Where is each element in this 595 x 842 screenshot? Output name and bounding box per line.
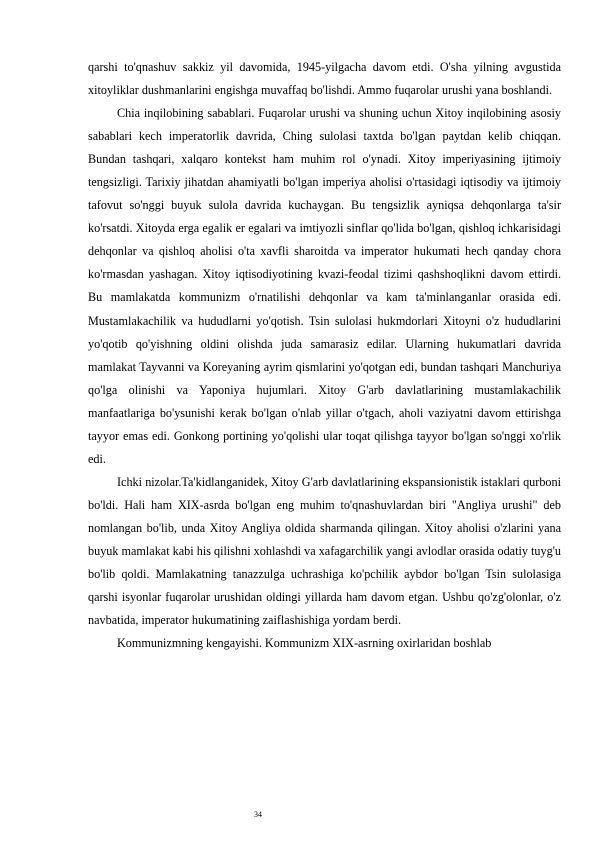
page-number: 34 xyxy=(254,810,262,819)
paragraph: Kommunizmning kengayishi. Kommunizm XIX-asrning oxirlaridan boshlab xyxy=(117,636,492,651)
paragraph: Chia inqilobining sabablari. Fuqarolar urushi va shuning uchun Xitoy inqilobining asosiy sabablari kech imperatorlik davrida, Ching sulolasi taxtda bo'lgan paytdan kelib chiqqan. Bundan tashqari, xalqaro kontekst ham muhim rol o'ynadi. Xitoy imperiyasining ijtimoiy tengsizligi. Tarixiy jihatdan ahamiyatli bo'lgan imperiya aholisi o'rtasidagi iqtisodiy va ijtimoiy tafovut so'nggi buyuk sulola davrida kuchaygan. Bu tengsizlik ayniqsa dehqonlarga ta'sir ko'rsatdi. Xitoyda erga egalik er egalari va imtiyozli sinflar qo'lida bo'lgan, qishloq ichkarisidagi dehqonlar va qishloq aholisi o'ta xavfli sharoitda va imperator hukumati hech qanday chora ko'rmasdan yashagan. Xitoy iqtisodiyotining kvazi-feodal tizimi qashshoqlikni davom ettirdi. Bu mamlakatda kommunizm o'rnatilishi dehqonlar va kam ta'minlanganlar orasida edi. Mustamlakachilik va hududlarni yo'qotish. Tsin sulolasi hukmdorlari Xitoyni o'z hududlarini yo'qotib qo'yishning oldini olishda juda samarasiz edilar. Ularning hukumatlari davrida mamlakat Tayvanni va Koreyaning ayrim qismlarini yo'qotgan edi, bundan tashqari Manchuriya qo'lga olinishi va Yaponiya hujumlari. Xitoy G'arb davlatlarining mustamlakachilik manfaatlariga bo'ysunishi kerak bo'lgan o'nlab yillar o'tgach, aholi vaziyatni davom ettirishga tayyor emas edi. Gonkong portining yo'qolishi ular toqat qilishga tayyor bo'lgan so'nggi xo'rlik edi. xyxy=(88,106,561,466)
paragraph: Ichki nizolar.Ta'kidlanganidek, Xitoy G'arb davlatlarining ekspansionistik istaklari qurboni bo'ldi. Hali ham XIX-asrda bo'lgan eng muhim to'qnashuvlardan biri "Angliya urushi" deb nomlangan bo'lib, unda Xitoy Angliya oldida sharmanda qilingan. Xitoy aholisi o'zlarini yana buyuk mamlakat kabi his qilishni xohlashdi va xafagarchilik yangi avlodlar orasida odatiy tuyg'u bo'lib qoldi. Mamlakatning tanazzulga uchrashiga ko'pchilik aybdor bo'lgan Tsin sulolasiga qarshi isyonlar fuqarolar urushidan oldingi yillarda ham davom etgan. Ushbu qo'zg'olonlar, o'z navbatida, imperator hukumatining zaiflashishiga yordam berdi. xyxy=(88,474,561,628)
paragraph: qarshi to'qnashuv sakkiz yil davomida, 1945-yilgacha davom etdi. O'sha yilning avgustida xitoyliklar dushmanlarini engishga muvaffaq bo'lishdi. Ammo fuqarolar urushi yana boshlandi. xyxy=(88,60,561,98)
body-text xyxy=(88,56,561,655)
